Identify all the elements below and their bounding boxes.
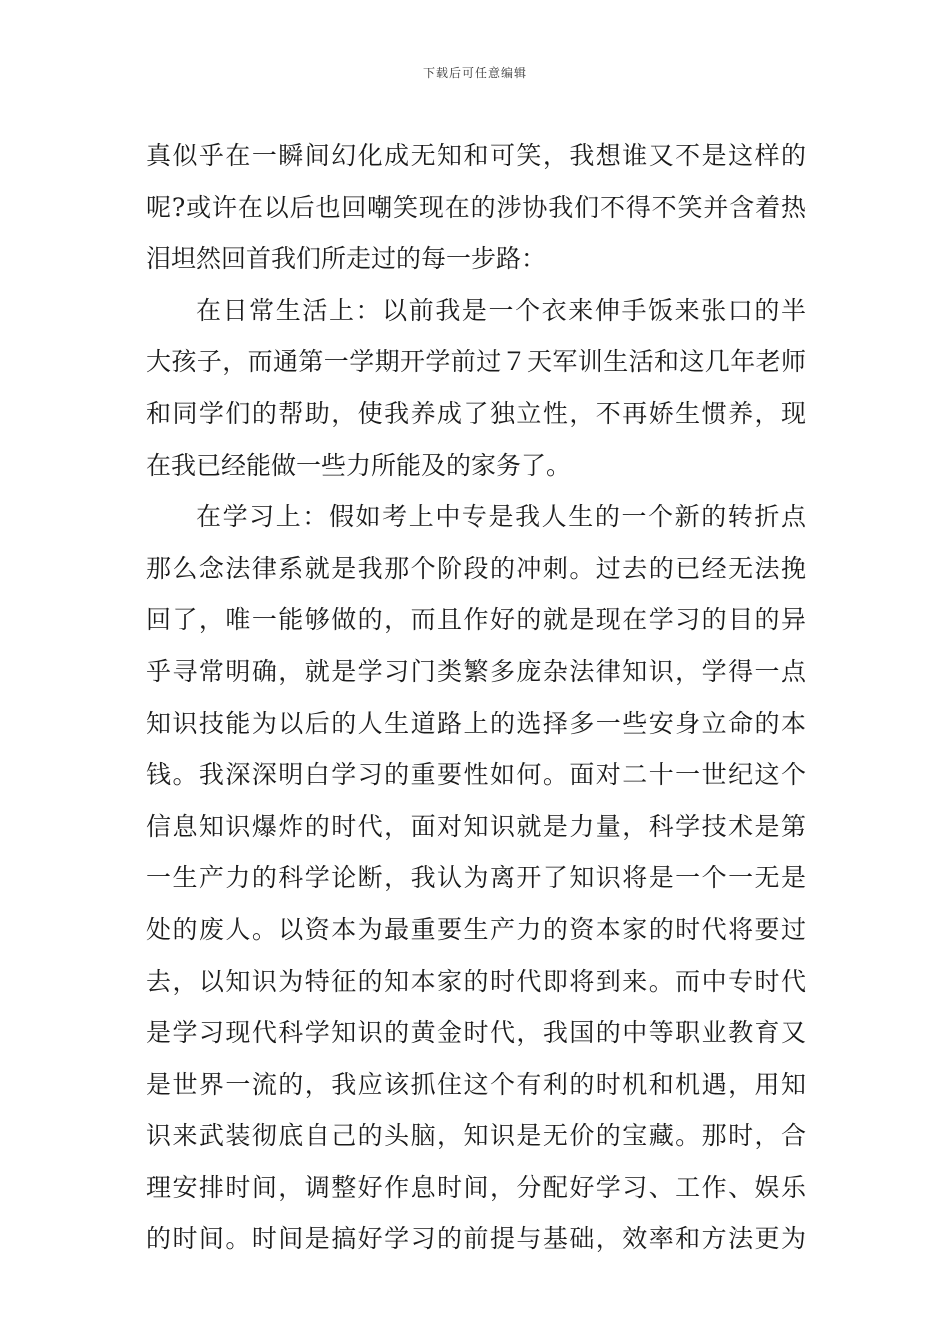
text-line: 大孩子，而通第一学期开学前过７天军训生活和这几年老师 (146, 347, 806, 377)
text-line: 钱。我深深明白学习的重要性如何。面对二十一世纪这个 (146, 760, 806, 790)
text-line: 一生产力的科学论断，我认为离开了知识将是一个一无是 (146, 863, 806, 893)
text-line: 的时间。时间是搞好学习的前提与基础，效率和方法更为 (146, 1224, 806, 1254)
text-line: 泪坦然回首我们所走过的每一步路： (146, 244, 547, 274)
text-line: 真似乎在一瞬间幻化成无知和可笑，我想谁又不是这样的 (146, 141, 806, 170)
text-line: 和同学们的帮助，使我养成了独立性，不再娇生惯养，现 (146, 398, 806, 428)
text-line: 是学习现代科学知识的黄金时代，我国的中等职业教育又 (146, 1018, 806, 1048)
document-body (146, 130, 806, 1265)
text-line: 在学习上：假如考上中专是我人生的一个新的转折点 (196, 502, 806, 532)
text-line: 理安排时间，调整好作息时间，分配好学习、工作、娱乐 (146, 1172, 806, 1202)
text-line: 那么念法律系就是我那个阶段的冲刺。过去的已经无法挽 (146, 553, 806, 583)
text-line: 信息知识爆炸的时代，面对知识就是力量，科学技术是第 (146, 811, 806, 841)
text-line: 知识技能为以后的人生道路上的选择多一些安身立命的本 (146, 708, 806, 738)
page-header: 下载后可任意编辑 (422, 66, 527, 80)
text-line: 处的废人。以资本为最重要生产力的资本家的时代将要过 (146, 914, 806, 944)
text-line: 在日常生活上：以前我是一个衣来伸手饭来张口的半 (196, 295, 806, 325)
text-line: 去，以知识为特征的知本家的时代即将到来。而中专时代 (146, 966, 806, 996)
text-line: 是世界一流的，我应该抓住这个有利的时机和机遇，用知 (146, 1069, 806, 1099)
text-line: 乎寻常明确，就是学习门类繁多庞杂法律知识，学得一点 (146, 656, 806, 686)
text-line: 在我已经能做一些力所能及的家务了。 (146, 450, 572, 480)
text-line: 回了，唯一能够做的，而且作好的就是现在学习的目的异 (146, 605, 806, 635)
text-line: 识来武装彻底自己的头脑，知识是无价的宝藏。那时，合 (146, 1121, 806, 1151)
text-line: 呢?或许在以后也回嘲笑现在的涉协我们不得不笑并含着热 (146, 192, 806, 222)
